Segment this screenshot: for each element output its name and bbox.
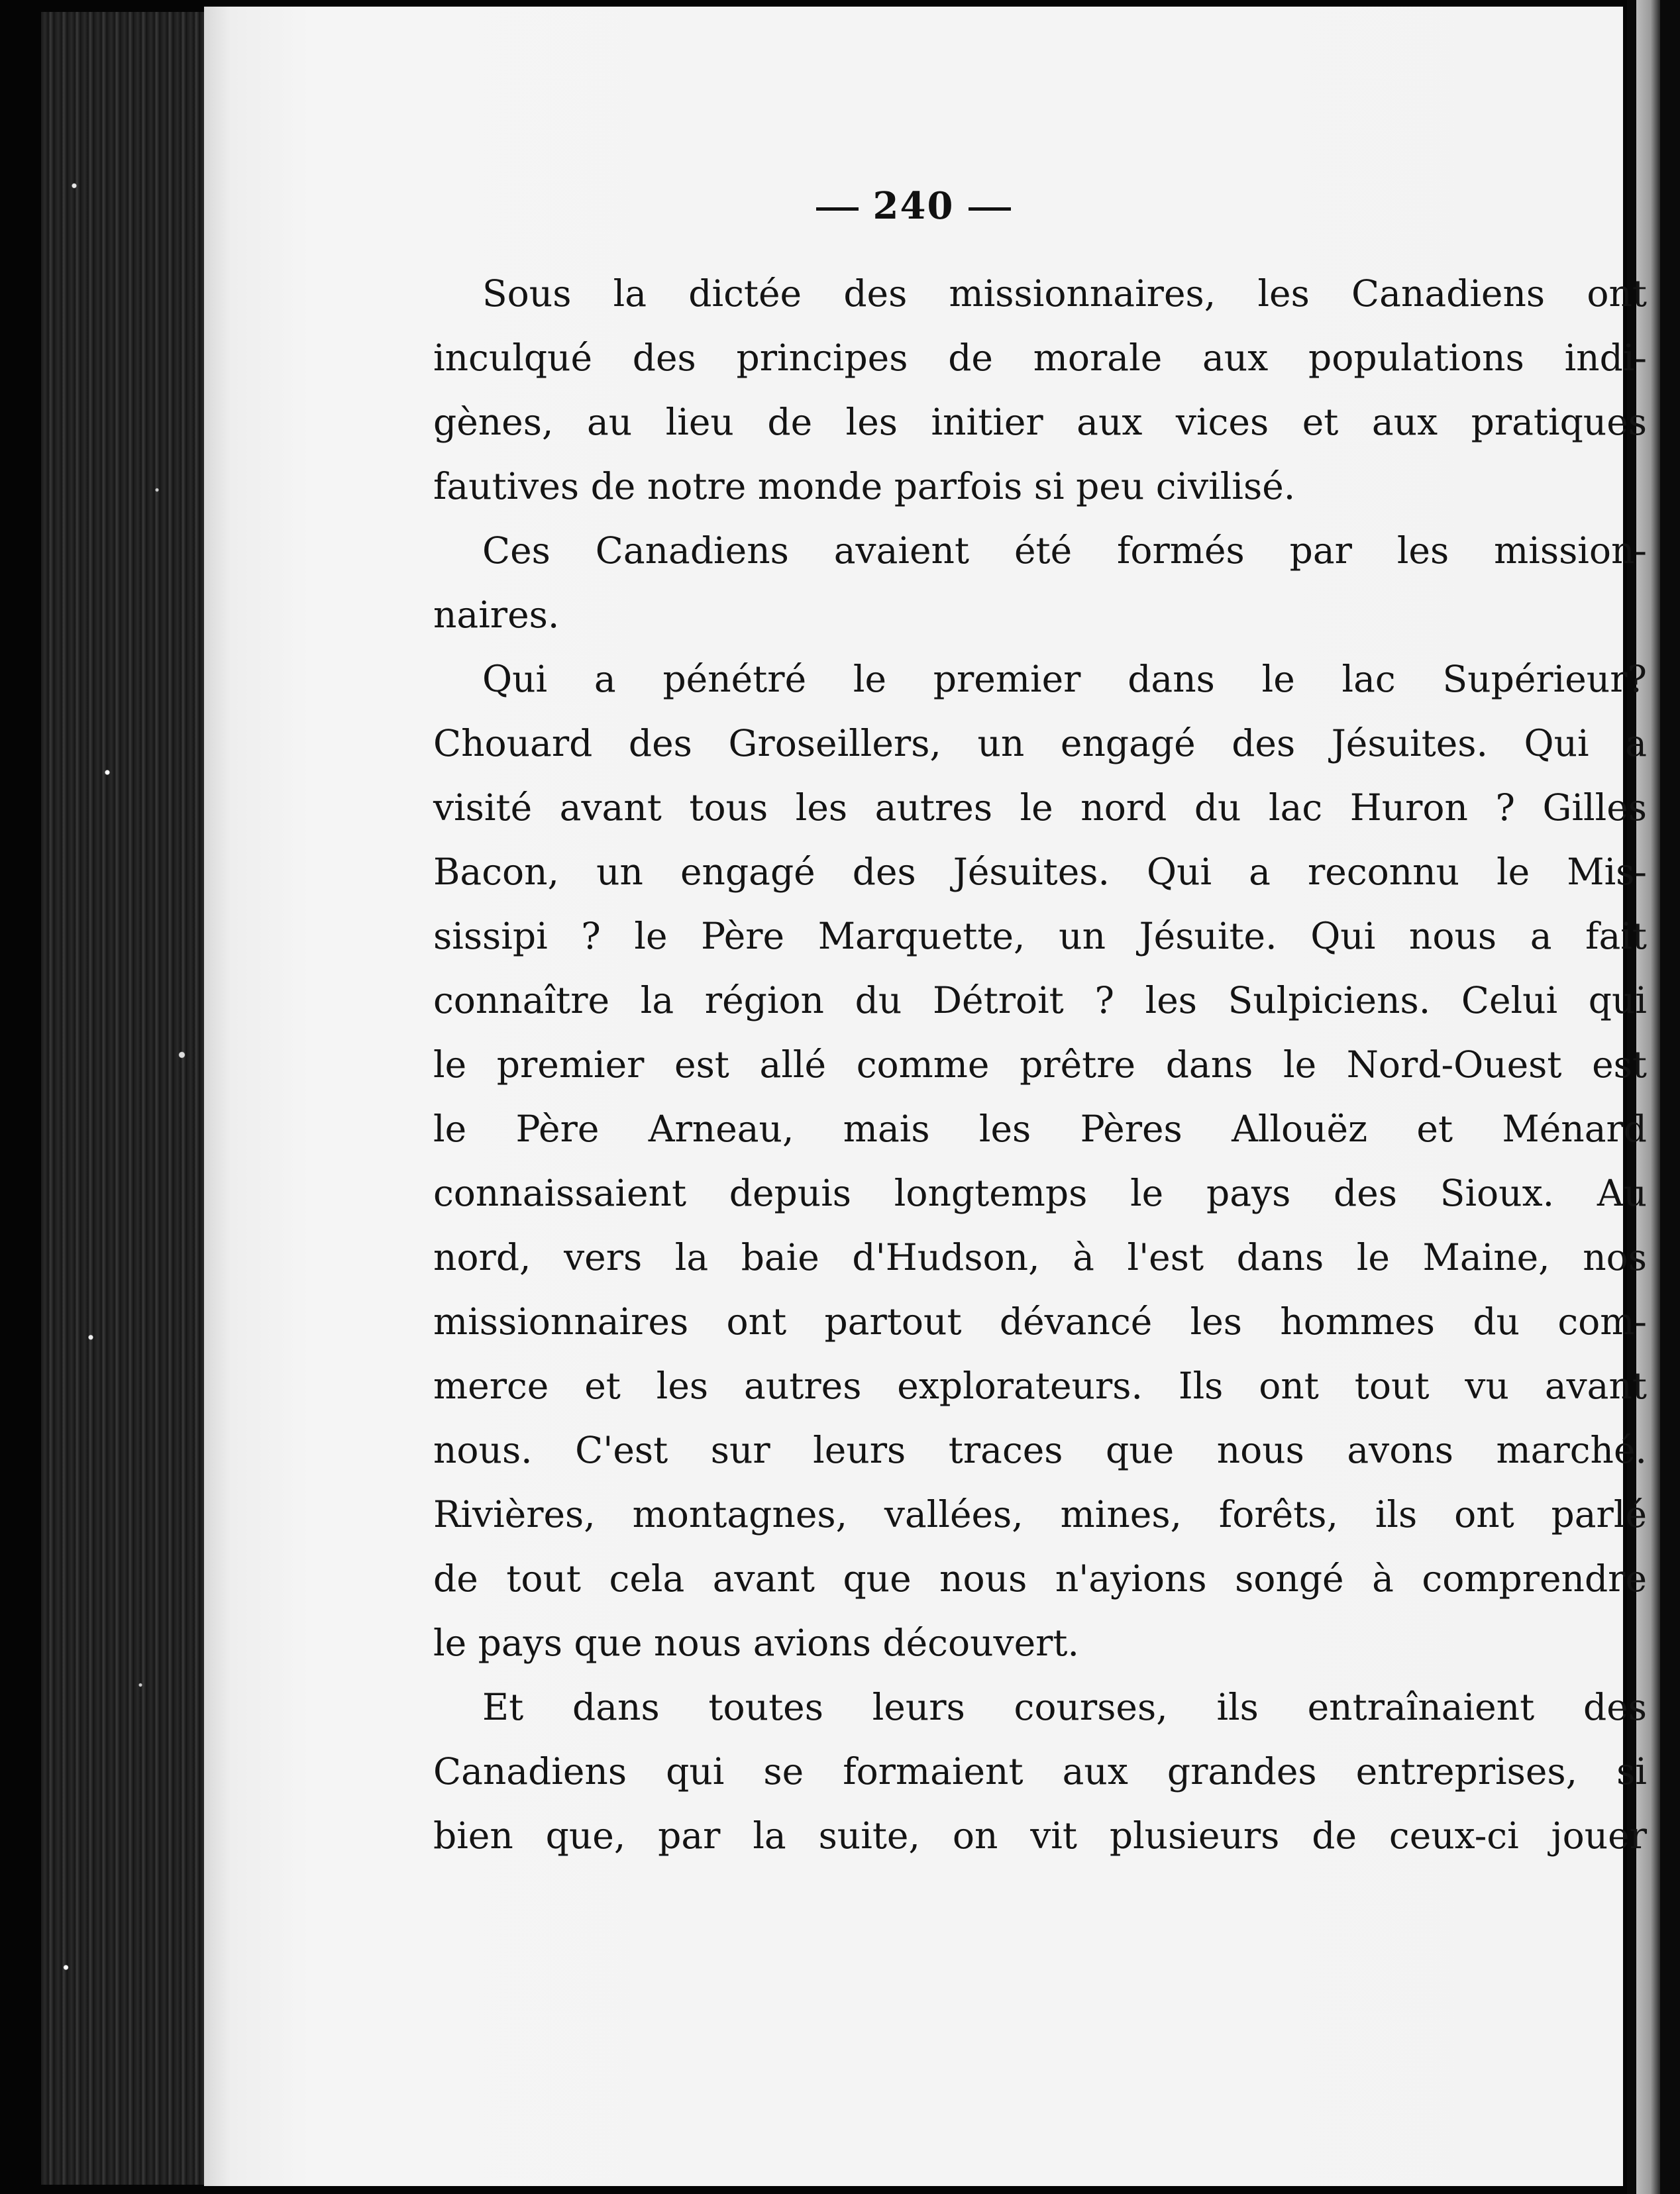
text-line: le Père Arneau, mais les Pères Allouëz et Ménard: [433, 1108, 1647, 1150]
body-text: [433, 262, 1647, 1868]
text-line: Qui a pénétré le premier dans le lac Supérieur?: [482, 658, 1647, 700]
text-line: Rivières, montagnes, vallées, mines, forêts, ils ont parlé: [433, 1493, 1647, 1536]
text-line: Ces Canadiens avaient été formés par les mission-: [482, 529, 1647, 572]
text-line: le pays que nous avions découvert.: [433, 1622, 1080, 1664]
text-line: fautives de notre monde parfois si peu civilisé.: [433, 465, 1296, 507]
text-line: nous. C'est sur leurs traces que nous avons marché.: [433, 1429, 1647, 1471]
text-line: sissipi ? le Père Marquette, un Jésuite. Qui nous a fait: [433, 915, 1647, 957]
text-line: naires.: [433, 594, 560, 636]
page-number-dash-right: [969, 207, 1011, 211]
book-page-edges: [41, 12, 207, 2185]
text-line: nord, vers la baie d'Hudson, à l'est dans le Maine, nos: [433, 1236, 1647, 1279]
text-line: connaître la région du Détroit ? les Sulpiciens. Celui qui: [433, 979, 1647, 1021]
text-line: le premier est allé comme prêtre dans le Nord-Ouest est: [433, 1043, 1647, 1086]
page-number-value: 240: [872, 184, 955, 228]
text-line: Sous la dictée des missionnaires, les Canadiens ont: [482, 272, 1647, 315]
text-line: merce et les autres explorateurs. Ils ont tout vu avant: [433, 1365, 1647, 1407]
text-line: Canadiens qui se formaient aux grandes entreprises, si: [433, 1750, 1647, 1793]
text-line: Bacon, un engagé des Jésuites. Qui a reconnu le Mis-: [433, 851, 1647, 893]
book-page: [204, 7, 1647, 2186]
page-number-dash-left: [816, 207, 859, 211]
page-number: [204, 184, 1623, 228]
text-line: missionnaires ont partout dévancé les hommes du com-: [433, 1300, 1647, 1343]
text-line: bien que, par la suite, on vit plusieurs de ceux-ci jouer: [433, 1814, 1647, 1857]
text-line: Et dans toutes leurs courses, ils entraînaient des: [482, 1686, 1647, 1728]
text-line: gènes, au lieu de les initier aux vices et aux pratiques: [433, 401, 1647, 443]
scan-dust-specks: [41, 12, 207, 2185]
text-line: visité avant tous les autres le nord du lac Huron ? Gilles: [433, 786, 1647, 829]
text-line: inculqué des principes de morale aux populations indi-: [433, 337, 1647, 379]
text-line: Chouard des Groseillers, un engagé des Jésuites. Qui a: [433, 722, 1647, 764]
text-line: de tout cela avant que nous n'ayions songé à comprendre: [433, 1557, 1647, 1600]
text-line: connaissaient depuis longtemps le pays des Sioux. Au: [433, 1172, 1647, 1214]
